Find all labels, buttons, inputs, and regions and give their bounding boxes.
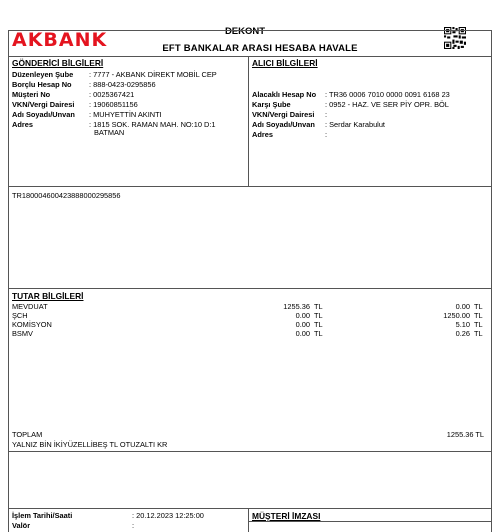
valor-value: : <box>132 521 135 530</box>
receiver-address-label: Adres <box>252 130 273 139</box>
divider <box>8 186 492 187</box>
document-subtitle: EFT BANKALAR ARASI HESABA HAVALE <box>162 43 358 54</box>
amount-col2-unit: TL <box>474 311 483 320</box>
sender-branch-value: : 7777 - AKBANK DİREKT MOBİL CEP <box>89 70 217 79</box>
sender-customer-no-label: Müşteri No <box>12 90 51 99</box>
valor-label: Valör <box>12 521 31 530</box>
divider <box>248 521 492 522</box>
amount-col2-value: 1250.00 <box>443 311 470 320</box>
receiver-branch-value: : 0952 - HAZ. VE SER PİY OPR. BÖL <box>325 100 449 109</box>
divider <box>8 288 492 289</box>
divider <box>248 508 249 532</box>
amount-col1-value: 1255.36 <box>283 302 310 311</box>
amount-col1-value: 0.00 <box>295 320 310 329</box>
signature-title: MÜŞTERİ İMZASI <box>252 511 321 521</box>
sender-section-title: GÖNDERİCİ BİLGİLERİ <box>12 58 104 68</box>
receiver-name-value: : Serdar Karabulut <box>325 120 385 129</box>
amount-row-label: BSMV <box>12 329 33 338</box>
amount-row-label: KOMİSYON <box>12 320 52 329</box>
amount-col2-unit: TL <box>474 320 483 329</box>
transaction-reference: TR18000460042388800029585​6 <box>12 191 121 200</box>
transaction-datetime-label: İşlem Tarihi/Saati <box>12 511 73 520</box>
receiver-tax-value: : <box>325 110 328 119</box>
sender-tax-value: : 19060851156 <box>89 100 138 109</box>
amount-col2-value: 5.10 <box>455 320 470 329</box>
receiver-account-value: : TR36 0006 7010 0000 0091 6168 23 <box>325 90 450 99</box>
sender-name-value: : MUHYETTİN AKINTI <box>89 110 162 119</box>
amount-row-label: MEVDUAT <box>12 302 48 311</box>
receiver-branch-label: Karşı Şube <box>252 100 291 109</box>
sender-address-value: : 1815 SOK. RAMAN MAH. NO:10 D:1 <box>89 120 216 129</box>
sender-customer-no-value: : 0025367421 <box>89 90 135 99</box>
receiver-account-label: Alacaklı Hesap No <box>252 90 317 99</box>
receiver-section-title: ALICI BİLGİLERİ <box>252 58 318 68</box>
transaction-datetime-value: : 20.12.2023 12:25:00 <box>132 511 204 520</box>
sender-address-city: BATMAN <box>94 128 125 137</box>
amount-col1-value: 0.00 <box>295 329 310 338</box>
total-value: 1255.36 TL <box>446 430 484 439</box>
amount-col1-value: 0.00 <box>295 311 310 320</box>
amounts-section-title: TUTAR BİLGİLERİ <box>12 291 84 301</box>
sender-branch-label: Düzenleyen Şube <box>12 70 74 79</box>
sender-tax-label: VKN/Vergi Dairesi <box>12 100 75 109</box>
amount-col2-value: 0.00 <box>455 302 470 311</box>
amount-col2-unit: TL <box>474 302 483 311</box>
divider <box>8 508 492 509</box>
sender-name-label: Adı Soyadı/Unvan <box>12 110 75 119</box>
amount-in-words: YALNIZ BİN İKİYÜZELLİBEŞ TL OTUZALTI KR <box>12 440 168 449</box>
sender-account-value: : 888-0423-0295856 <box>89 80 156 89</box>
receiver-address-value: : <box>325 130 328 139</box>
sender-account-label: Borçlu Hesap No <box>12 80 72 89</box>
receiver-name-label: Adı Soyadı/Unvan <box>252 120 315 129</box>
receiver-tax-label: VKN/Vergi Dairesi <box>252 110 315 119</box>
sender-address-label: Adres <box>12 120 33 129</box>
divider <box>8 451 492 452</box>
amount-col2-value: 0.26 <box>455 329 470 338</box>
amount-col1-unit: TL <box>314 329 323 338</box>
akbank-logo: AKBANK <box>12 29 108 51</box>
amount-col1-unit: TL <box>314 311 323 320</box>
divider <box>248 56 249 186</box>
amount-col2-unit: TL <box>474 329 483 338</box>
amount-row-label: ŞCH <box>12 311 28 320</box>
total-label: TOPLAM <box>12 430 43 439</box>
amount-col1-unit: TL <box>314 302 323 311</box>
divider <box>8 56 492 57</box>
amount-col1-unit: TL <box>314 320 323 329</box>
document-title: DEKONT <box>224 26 266 37</box>
